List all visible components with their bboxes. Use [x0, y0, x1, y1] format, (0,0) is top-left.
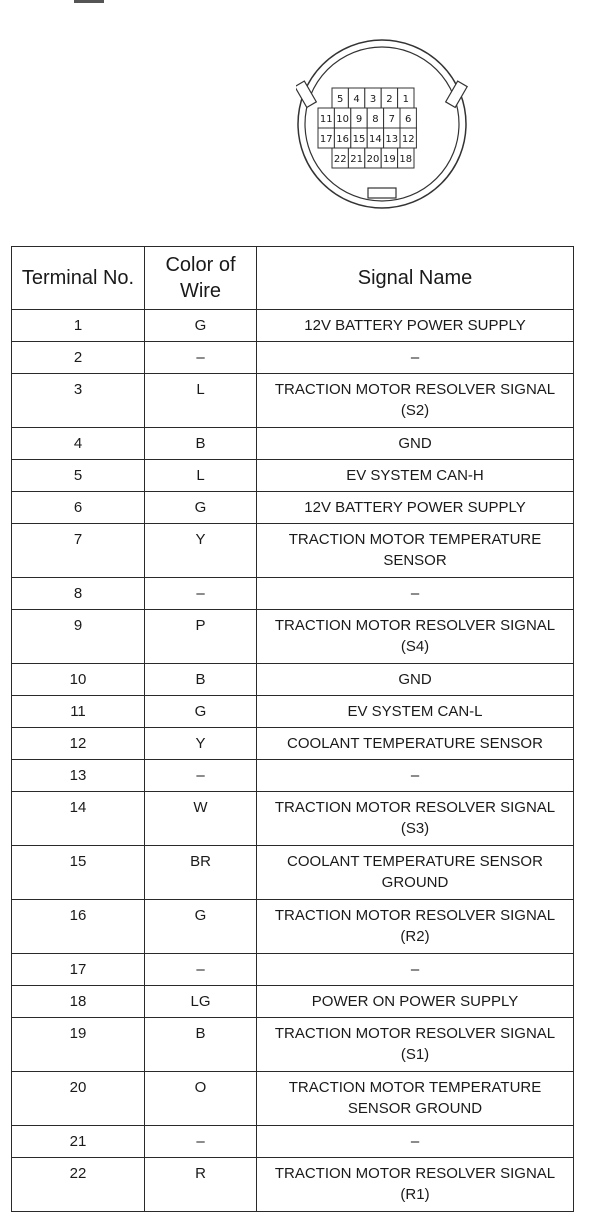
- wire-color: –: [145, 1126, 257, 1158]
- wire-color: –: [145, 760, 257, 792]
- terminal-number: 17: [12, 954, 145, 986]
- pin-number: 5: [337, 94, 344, 105]
- signal-name-cell: [257, 954, 574, 986]
- table-row: [12, 792, 574, 846]
- wire-color: B: [145, 664, 257, 696]
- corner-mark: [74, 0, 104, 3]
- signal-name-cell: [257, 578, 574, 610]
- signal-name-cell: [257, 900, 574, 954]
- signal-name: TRACTION MOTOR TEMPERATURE SENSOR GROUND: [288, 1079, 542, 1117]
- pin-number: 15: [352, 134, 366, 145]
- terminal-number: 14: [12, 792, 145, 846]
- terminal-number: 1: [12, 310, 145, 342]
- header-color-of-wire: Color of Wire: [145, 247, 257, 310]
- signal-name-cell: [257, 1018, 574, 1072]
- wire-color: P: [145, 610, 257, 664]
- terminal-number: 12: [12, 728, 145, 760]
- pin-number: 1: [402, 94, 409, 105]
- terminal-number: 19: [12, 1018, 145, 1072]
- pin-number: 10: [336, 114, 349, 125]
- terminal-number: 8: [12, 578, 145, 610]
- signal-name: TRACTION MOTOR RESOLVER SIGNAL (S1): [274, 1025, 556, 1063]
- terminal-number: 3: [12, 374, 145, 428]
- table-row: [12, 954, 574, 986]
- signal-name: –: [410, 585, 420, 602]
- signal-name-cell: [257, 664, 574, 696]
- pin-number: 21: [350, 154, 363, 165]
- pin-number: 11: [319, 114, 333, 125]
- terminal-number: 5: [12, 460, 145, 492]
- signal-name: –: [410, 1133, 420, 1150]
- signal-name-cell: [257, 728, 574, 760]
- terminal-number: 13: [12, 760, 145, 792]
- terminal-number: 10: [12, 664, 145, 696]
- terminal-table: [11, 246, 574, 1212]
- table-row: [12, 986, 574, 1018]
- header-signal-name: Signal Name: [257, 247, 574, 310]
- signal-name: 12V BATTERY POWER SUPPLY: [304, 499, 526, 516]
- terminal-number: 4: [12, 428, 145, 460]
- signal-name: COOLANT TEMPERATURE SENSOR GROUND: [287, 853, 543, 891]
- signal-name: TRACTION MOTOR RESOLVER SIGNAL (R2): [274, 907, 556, 945]
- terminal-number: 7: [12, 524, 145, 578]
- bottom-key: [368, 188, 396, 198]
- wire-color: –: [145, 954, 257, 986]
- pin-number: 19: [383, 154, 396, 165]
- pin-number: 3: [369, 94, 377, 105]
- table-row: [12, 728, 574, 760]
- connector-face: [296, 38, 468, 210]
- signal-name: –: [410, 767, 420, 784]
- wire-color: W: [145, 792, 257, 846]
- pin-number: 14: [369, 134, 382, 145]
- signal-name: –: [410, 961, 420, 978]
- signal-name: GND: [398, 435, 432, 452]
- table-row: [12, 428, 574, 460]
- terminal-number: 18: [12, 986, 145, 1018]
- table-row: [12, 696, 574, 728]
- pin-number: 6: [405, 114, 412, 125]
- signal-name-cell: [257, 610, 574, 664]
- table-row: [12, 760, 574, 792]
- signal-name-cell: [257, 986, 574, 1018]
- terminal-number: 15: [12, 846, 145, 900]
- table-row: [12, 1158, 574, 1212]
- signal-name-cell: [257, 846, 574, 900]
- wire-color: LG: [145, 986, 257, 1018]
- signal-name-cell: [257, 696, 574, 728]
- signal-name-cell: [257, 310, 574, 342]
- terminal-number: 11: [12, 696, 145, 728]
- pin-number: 4: [353, 94, 360, 105]
- table-row: [12, 900, 574, 954]
- wire-color: G: [145, 900, 257, 954]
- pin-number: 8: [372, 114, 379, 125]
- wire-color: L: [145, 460, 257, 492]
- signal-name: –: [410, 349, 420, 366]
- table-row: [12, 460, 574, 492]
- signal-name: GND: [398, 671, 432, 688]
- wire-color: G: [145, 310, 257, 342]
- table-row: [12, 846, 574, 900]
- signal-name-cell: [257, 1072, 574, 1126]
- connector-diagram: [296, 38, 468, 210]
- terminal-number: 22: [12, 1158, 145, 1212]
- signal-name: COOLANT TEMPERATURE SENSOR: [287, 735, 543, 752]
- table-row: [12, 610, 574, 664]
- terminal-number: 6: [12, 492, 145, 524]
- signal-name: TRACTION MOTOR RESOLVER SIGNAL (S3): [274, 799, 556, 837]
- pin-number: 18: [399, 154, 413, 165]
- signal-name: TRACTION MOTOR RESOLVER SIGNAL (R1): [274, 1165, 556, 1203]
- pin-grid: [318, 88, 416, 168]
- signal-name-cell: [257, 374, 574, 428]
- pin-number: 22: [333, 154, 347, 165]
- wire-color: Y: [145, 728, 257, 760]
- table-row: [12, 524, 574, 578]
- signal-name: 12V BATTERY POWER SUPPLY: [304, 317, 526, 334]
- pin-number: 13: [385, 134, 399, 145]
- wire-color: B: [145, 1018, 257, 1072]
- terminal-number: 2: [12, 342, 145, 374]
- table-row: [12, 1018, 574, 1072]
- signal-name-cell: [257, 1126, 574, 1158]
- terminal-number: 9: [12, 610, 145, 664]
- left-latch: [296, 81, 316, 107]
- signal-name: TRACTION MOTOR RESOLVER SIGNAL (S4): [274, 617, 556, 655]
- wire-color: G: [145, 696, 257, 728]
- signal-name-cell: [257, 760, 574, 792]
- wire-color: L: [145, 374, 257, 428]
- terminal-number: 21: [12, 1126, 145, 1158]
- table-row: [12, 492, 574, 524]
- signal-name-cell: [257, 460, 574, 492]
- signal-name-cell: [257, 342, 574, 374]
- wire-color: –: [145, 342, 257, 374]
- table-row: [12, 1072, 574, 1126]
- terminal-number: 20: [12, 1072, 145, 1126]
- signal-name-cell: [257, 1158, 574, 1212]
- signal-name-cell: [257, 524, 574, 578]
- pin-number: 2: [386, 94, 393, 105]
- pin-number: 9: [355, 114, 363, 125]
- signal-name: TRACTION MOTOR TEMPERATURE SENSOR: [288, 531, 542, 569]
- signal-name: POWER ON POWER SUPPLY: [311, 993, 519, 1010]
- wire-color: B: [145, 428, 257, 460]
- signal-name: TRACTION MOTOR RESOLVER SIGNAL (S2): [274, 381, 556, 419]
- header-terminal-no: Terminal No.: [12, 247, 145, 310]
- table-row: [12, 310, 574, 342]
- terminal-number: 16: [12, 900, 145, 954]
- signal-name-cell: [257, 428, 574, 460]
- pin-number: 12: [401, 134, 415, 145]
- pin-number: 16: [336, 134, 349, 145]
- signal-name-cell: [257, 492, 574, 524]
- wire-color: O: [145, 1072, 257, 1126]
- wire-color: G: [145, 492, 257, 524]
- table-row: [12, 664, 574, 696]
- table-row: [12, 374, 574, 428]
- wire-color: Y: [145, 524, 257, 578]
- pin-number: 20: [366, 154, 380, 165]
- signal-name: EV SYSTEM CAN-H: [346, 467, 484, 484]
- table-row: [12, 342, 574, 374]
- pin-number: 7: [388, 114, 395, 125]
- signal-name-cell: [257, 792, 574, 846]
- wire-color: BR: [145, 846, 257, 900]
- signal-name: EV SYSTEM CAN-L: [347, 703, 483, 720]
- table-header-row: [12, 247, 574, 310]
- pin-number: 17: [319, 134, 333, 145]
- table-row: [12, 578, 574, 610]
- wire-color: –: [145, 578, 257, 610]
- wire-color: R: [145, 1158, 257, 1212]
- table-row: [12, 1126, 574, 1158]
